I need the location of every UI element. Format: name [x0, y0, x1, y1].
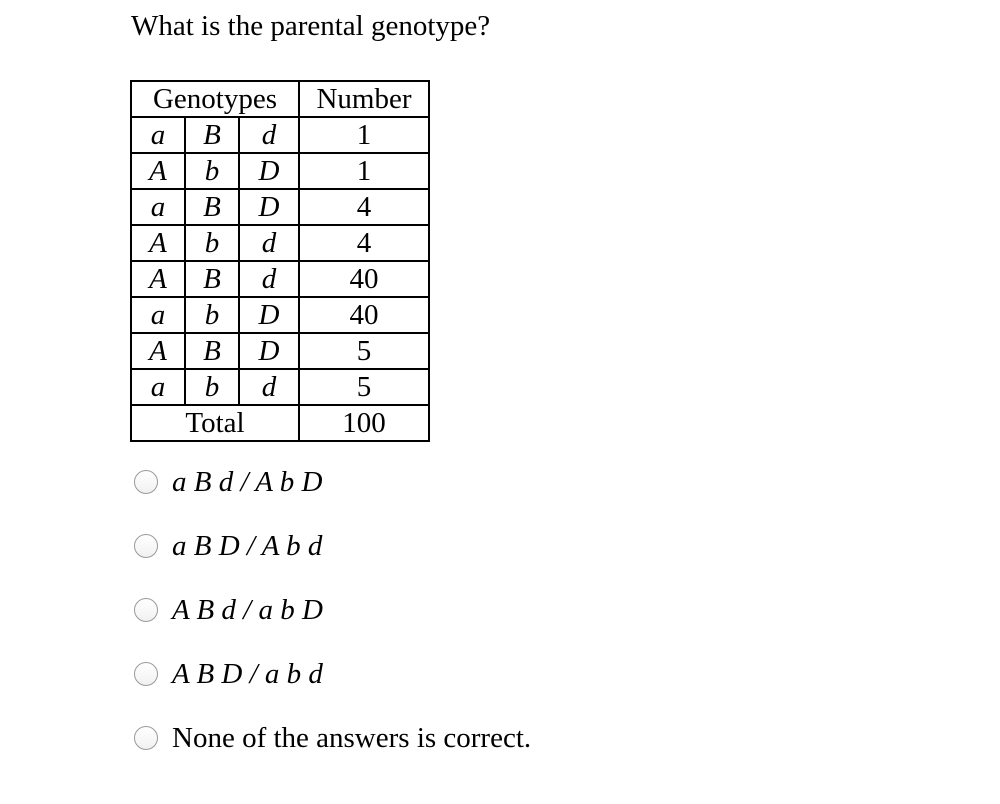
allele-a-cell: a — [131, 297, 185, 333]
choice-option-3[interactable] — [134, 590, 323, 630]
allele-d-cell: d — [239, 225, 299, 261]
number-cell: 5 — [299, 369, 429, 405]
table-row — [131, 225, 429, 261]
number-header: Number — [299, 81, 429, 117]
allele-d-cell: D — [239, 153, 299, 189]
allele-d-cell: d — [239, 261, 299, 297]
allele-b-cell: B — [185, 117, 239, 153]
allele-d-cell: d — [239, 117, 299, 153]
table-header-row — [131, 81, 429, 117]
allele-d-cell: d — [239, 369, 299, 405]
allele-a-cell: A — [131, 225, 185, 261]
number-cell: 4 — [299, 225, 429, 261]
allele-a-cell: a — [131, 117, 185, 153]
radio-button[interactable] — [134, 662, 158, 686]
number-cell: 1 — [299, 117, 429, 153]
allele-a-cell: A — [131, 333, 185, 369]
table-row — [131, 369, 429, 405]
choice-label: A B D / a b d — [172, 657, 323, 690]
total-label: Total — [131, 405, 299, 441]
choice-option-1[interactable] — [134, 462, 322, 502]
allele-b-cell: b — [185, 297, 239, 333]
table-row — [131, 261, 429, 297]
number-cell: 4 — [299, 189, 429, 225]
allele-a-cell: A — [131, 153, 185, 189]
choice-option-2[interactable] — [134, 526, 322, 566]
table-row — [131, 189, 429, 225]
allele-b-cell: b — [185, 369, 239, 405]
choice-option-5[interactable] — [134, 718, 531, 758]
choice-label: A B d / a b D — [172, 593, 323, 626]
allele-d-cell: D — [239, 333, 299, 369]
table-row — [131, 333, 429, 369]
number-cell: 40 — [299, 261, 429, 297]
allele-b-cell: b — [185, 153, 239, 189]
allele-b-cell: b — [185, 225, 239, 261]
allele-a-cell: A — [131, 261, 185, 297]
choice-option-4[interactable] — [134, 654, 323, 694]
number-cell: 40 — [299, 297, 429, 333]
number-cell: 5 — [299, 333, 429, 369]
choice-label: None of the answers is correct. — [172, 721, 532, 754]
allele-b-cell: B — [185, 333, 239, 369]
choice-label: a B d / A b D — [172, 465, 323, 498]
table-row — [131, 297, 429, 333]
table-row — [131, 117, 429, 153]
total-value: 100 — [299, 405, 429, 441]
table-total-row — [131, 405, 429, 441]
choice-label: a B D / A b d — [172, 529, 323, 562]
genotype-table — [130, 80, 430, 442]
allele-d-cell: D — [239, 189, 299, 225]
radio-button[interactable] — [134, 534, 158, 558]
radio-button[interactable] — [134, 726, 158, 750]
radio-button[interactable] — [134, 598, 158, 622]
number-cell: 1 — [299, 153, 429, 189]
allele-a-cell: a — [131, 369, 185, 405]
radio-button[interactable] — [134, 470, 158, 494]
allele-b-cell: B — [185, 189, 239, 225]
allele-b-cell: B — [185, 261, 239, 297]
genotypes-header: Genotypes — [131, 81, 299, 117]
allele-d-cell: D — [239, 297, 299, 333]
allele-a-cell: a — [131, 189, 185, 225]
question-text: What is the parental genotype? — [131, 10, 491, 42]
table-row — [131, 153, 429, 189]
